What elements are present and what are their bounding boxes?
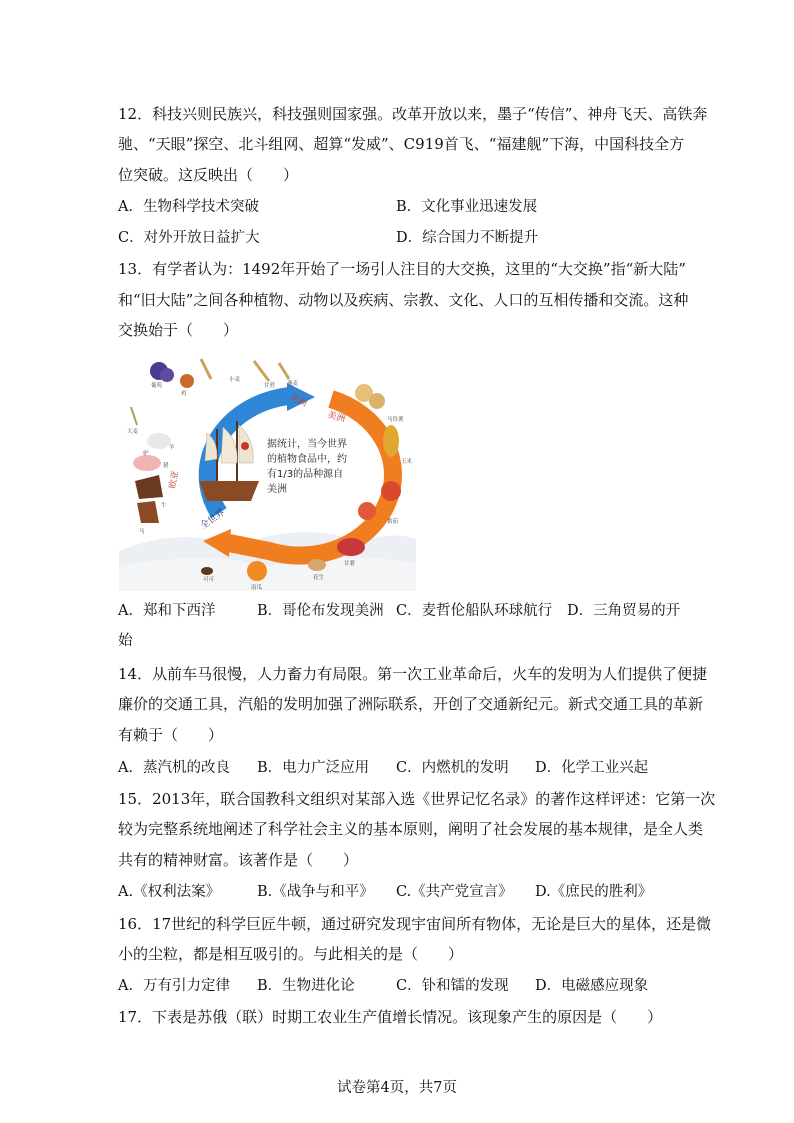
q15-option-c[interactable]: C.《共产党宣言》: [396, 884, 513, 900]
item-label-pig: 猪: [163, 463, 169, 469]
q16-option-b[interactable]: B．生物进化论: [257, 978, 355, 994]
item-label-sheep: 羊: [169, 445, 175, 451]
q12-option-a[interactable]: A．生物科学技术突破: [118, 199, 259, 215]
q14-line-1: 14．从前车马很慢，人力畜力有局限。第一次工业革命后，火车的发明为人们提供了便捷: [118, 665, 708, 683]
q16-option-a[interactable]: A．万有引力定律: [118, 978, 230, 994]
q13-option-c[interactable]: C．麦哲伦船队环球航行: [396, 603, 553, 619]
q15-line-3: 共有的精神财富。该著作是（ ）: [118, 851, 359, 869]
item-label-wheat: 小麦: [229, 377, 241, 383]
item-label-sugarcane: 甘蔗: [264, 383, 276, 389]
label-eurasia: 欧亚: [168, 470, 182, 490]
q13-option-a[interactable]: A．郑和下西洋: [118, 603, 216, 619]
q14-option-b[interactable]: B．电力广泛应用: [257, 760, 370, 776]
figure-text-1: 据统计，当今世界: [267, 439, 347, 450]
item-label-chicken: 鸡: [181, 391, 187, 397]
item-label-cattle: 牛: [161, 503, 167, 509]
q15-line-2: 较为完整系统地阐述了科学社会主义的基本原则，阐明了社会发展的基本规律，是全人类: [118, 820, 704, 838]
q13-option-b[interactable]: B．哥伦布发现美洲: [257, 603, 384, 619]
item-label-potato: 马铃薯: [387, 417, 404, 423]
item-label-donkey: 驴: [143, 451, 149, 457]
q16-option-c[interactable]: C．钋和镭的发现: [396, 978, 509, 994]
item-label-peanut: 花生: [313, 575, 325, 581]
label-americas: 美洲: [287, 392, 309, 410]
figure-text-4: 美洲: [267, 484, 287, 495]
q14-option-c[interactable]: C．内燃机的发明: [396, 760, 509, 776]
figure-text-3: 有1/3的品种源自: [267, 469, 344, 480]
q13-option-d[interactable]: D．三角贸易的开: [567, 603, 681, 619]
label-world: 全世界: [198, 507, 227, 532]
q16-line-1: 16．17世纪的科学巨匠牛顿，通过研究发现宇宙间所有物体，无论是巨大的星体，还是微: [118, 915, 712, 933]
q12-option-b[interactable]: B．文化事业迅速发展: [396, 199, 538, 215]
page-footer: 试卷第4页，共7页: [337, 1080, 457, 1096]
q13-line-1: 13．有学者认为：1492年开始了一场引人注目的大交换，这里的“大交换”指“新大陆”: [118, 260, 686, 278]
item-label-barley: 大麦: [127, 429, 139, 435]
q15-option-b[interactable]: B.《战争与和平》: [257, 884, 374, 900]
item-label-horse: 马: [139, 529, 145, 535]
q12-option-c[interactable]: C．对外开放日益扩大: [118, 230, 260, 246]
item-label-grape: 葡萄: [151, 383, 163, 389]
q12-line-2: 驰、“天眼”探空、北斗组网、超算“发威”、C919首飞、“福建舰”下海，中国科技全方: [118, 135, 685, 153]
q12-line-3: 位突破。这反映出（ ）: [118, 166, 299, 184]
q12-option-d[interactable]: D．综合国力不断提升: [396, 230, 539, 246]
label-americas-2: 美洲: [326, 410, 347, 425]
q15-option-a[interactable]: A.《权利法案》: [118, 884, 221, 900]
q15-line-1: 15．2013年，联合国教科文组织对某部入选《世界记忆名录》的著作这样评述：它第一次: [118, 790, 716, 808]
item-label-tomato: 番茄: [387, 519, 399, 525]
q14-line-3: 有赖于（ ）: [118, 726, 224, 744]
q15-option-d[interactable]: D.《庶民的胜利》: [535, 884, 653, 900]
q17-line-1: 17．下表是苏俄（联）时期工农业生产值增长情况。该现象产生的原因是（ ）: [118, 1008, 663, 1026]
q16-line-2: 小的尘粒，都是相互吸引的。与此相关的是（ ）: [118, 945, 464, 963]
item-label-oat: 燕麦: [287, 381, 299, 387]
item-label-pumpkin: 南瓜: [251, 585, 263, 591]
q14-line-2: 廉价的交通工具，汽船的发明加强了洲际联系，开创了交通新纪元。新式交通工具的革新: [118, 695, 704, 713]
figure-text-2: 的植物食品中，约: [267, 454, 347, 465]
item-label-corn: 玉米: [401, 459, 413, 465]
item-label-cocoa: 可可: [203, 577, 215, 583]
q13-line-3: 交换始于（ ）: [118, 321, 239, 339]
q14-option-a[interactable]: A．蒸汽机的改良: [118, 760, 230, 776]
item-label-sweet-potato: 甘薯: [344, 561, 356, 567]
q16-option-d[interactable]: D．电磁感应现象: [535, 978, 649, 994]
q13-line-2: 和“旧大陆”之间各种植物、动物以及疾病、宗教、文化、人口的互相传播和交流。这种: [118, 291, 689, 309]
q13-option-d-wrap: 始: [118, 633, 133, 649]
q14-option-d[interactable]: D．化学工业兴起: [535, 760, 649, 776]
q12-line-1: 12．科技兴则民族兴，科技强则国家强。改革开放以来，墨子“传信”、神舟飞天、高铁奔: [118, 105, 708, 123]
exchange-illustration: [119, 351, 416, 591]
columbian-exchange-figure: [119, 351, 416, 591]
